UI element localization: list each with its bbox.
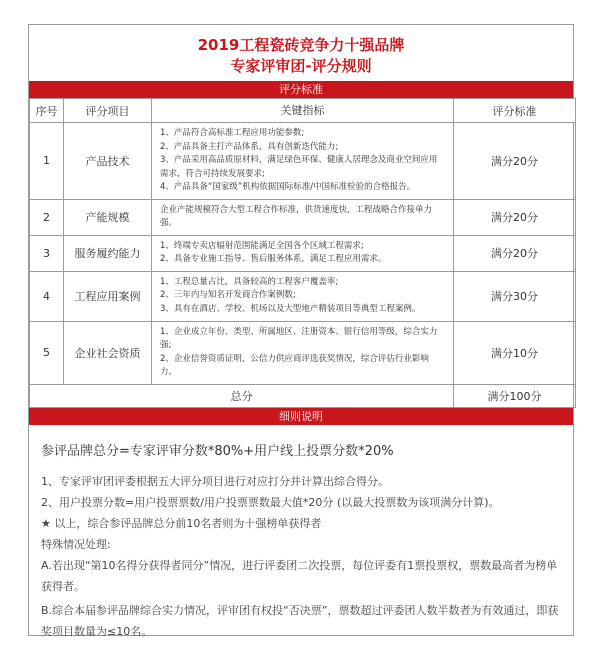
key-line: 1、终端专卖店辐射范围能满足全国各个区域工程需求; [160, 240, 364, 251]
rule-line-5b: 获得者。 [41, 579, 85, 593]
score-formula: 参评品牌总分=专家评审分数*80%+用户线上投票分数*20% [41, 443, 394, 459]
rule-line-2: 2、用户投票分数=用户投票票数/用户投票票数最大值*20分 (以最大投票数为该项满分计算)。 [41, 495, 500, 509]
row-key [152, 271, 454, 321]
page-subtitle: 专家评审团-评分规则 [230, 57, 372, 75]
key-line: 4、产品具备“国家级”机构依据国际标准/中国标准检验的合格报告。 [160, 182, 416, 192]
page-title: 2019工程瓷砖竞争力十强品牌 [197, 36, 405, 54]
row-standard: 满分30分 [454, 271, 576, 321]
key-line: 企业产能规模符合大型工程合作标准，供货速度快，工程战略合作接单力强。 [160, 204, 433, 228]
row-num: 1 [30, 123, 64, 200]
score-section-header: 评分标准 [29, 81, 573, 98]
row-item: 企业社会资质 [64, 321, 152, 384]
table-row [30, 123, 576, 200]
total-label: 总分 [30, 384, 454, 407]
key-line: 2、具备专业施工指导、售后服务体系，满足工程应用需求。 [160, 254, 387, 264]
row-key [152, 321, 454, 384]
table-row [30, 199, 576, 235]
key-line: 2、三年内与知名开发商合作案例数; [160, 290, 296, 301]
key-line: 3、具有在酒店、学校、机场以及大型地产精装项目等典型工程案例。 [160, 303, 421, 314]
header-item: 评分项目 [64, 99, 152, 123]
table-header-row [30, 99, 576, 123]
row-key [152, 123, 454, 200]
key-line: 1、产品符合高标准工程应用功能参数; [160, 128, 305, 138]
row-key [152, 235, 454, 271]
row-standard: 满分20分 [454, 199, 576, 235]
row-num: 2 [30, 199, 64, 235]
rule-line-6a: B.综合本届参评品牌综合实力情况，评审团有权投“否决票”，票数超过评委团人数半数者为有效通过，即获 [41, 603, 559, 617]
header-num: 序号 [30, 99, 64, 123]
row-num: 3 [30, 235, 64, 271]
table-row [30, 321, 576, 384]
rule-line-6b: 奖项目数量为≤10名。 [41, 624, 153, 638]
row-item: 服务履约能力 [64, 235, 152, 271]
score-table [29, 98, 576, 408]
row-item: 工程应用案例 [64, 271, 152, 321]
row-item: 产品技术 [64, 123, 152, 200]
rules-body [29, 425, 573, 642]
rule-line-5a: A.若出现“第10名得分获得者同分”情况，进行评委团二次投票，每位评委有1票投票权，票数最高者为榜单 [41, 558, 558, 572]
header-key: 关键指标 [152, 99, 454, 123]
row-key [152, 199, 454, 235]
table-row [30, 235, 576, 271]
key-line: 2、企业信誉资质证明，公信力供应商评选获奖情况，综合评估行业影响力。 [160, 353, 429, 377]
rules-card [28, 24, 574, 636]
header-standard: 评分标准 [454, 99, 576, 123]
row-num: 4 [30, 271, 64, 321]
table-total-row [30, 384, 576, 407]
rule-line-3: ★ 以上，综合参评品牌总分前10名者则为十强榜单获得者 [41, 516, 322, 530]
rule-line-4: 特殊情况处理: [41, 537, 111, 551]
row-item: 产能规模 [64, 199, 152, 235]
row-standard: 满分10分 [454, 321, 576, 384]
row-num: 5 [30, 321, 64, 384]
key-line: 3、产品采用高品质原材料，满足绿色环保、健康人居理念及商业空间应用需求，符合可持续发展要求; [160, 155, 438, 179]
table-row [30, 271, 576, 321]
key-line: 2、产品具备主打产品体系，具有创新迭代能力; [160, 141, 339, 152]
key-line: 1、企业成立年份、类型、所属地区、注册资本、银行信用等级，综合实力强; [160, 326, 438, 350]
key-line: 1、工程总量占比，具备较高的工程客户覆盖率; [160, 276, 339, 287]
total-value: 满分100分 [454, 384, 576, 407]
row-standard: 满分20分 [454, 123, 576, 200]
rules-section-header: 细则说明 [29, 408, 573, 425]
title-block [29, 25, 573, 81]
row-standard: 满分20分 [454, 235, 576, 271]
rule-line-1: 1、专家评审团评委根据五大评分项目进行对应打分并计算出综合得分。 [41, 474, 389, 488]
